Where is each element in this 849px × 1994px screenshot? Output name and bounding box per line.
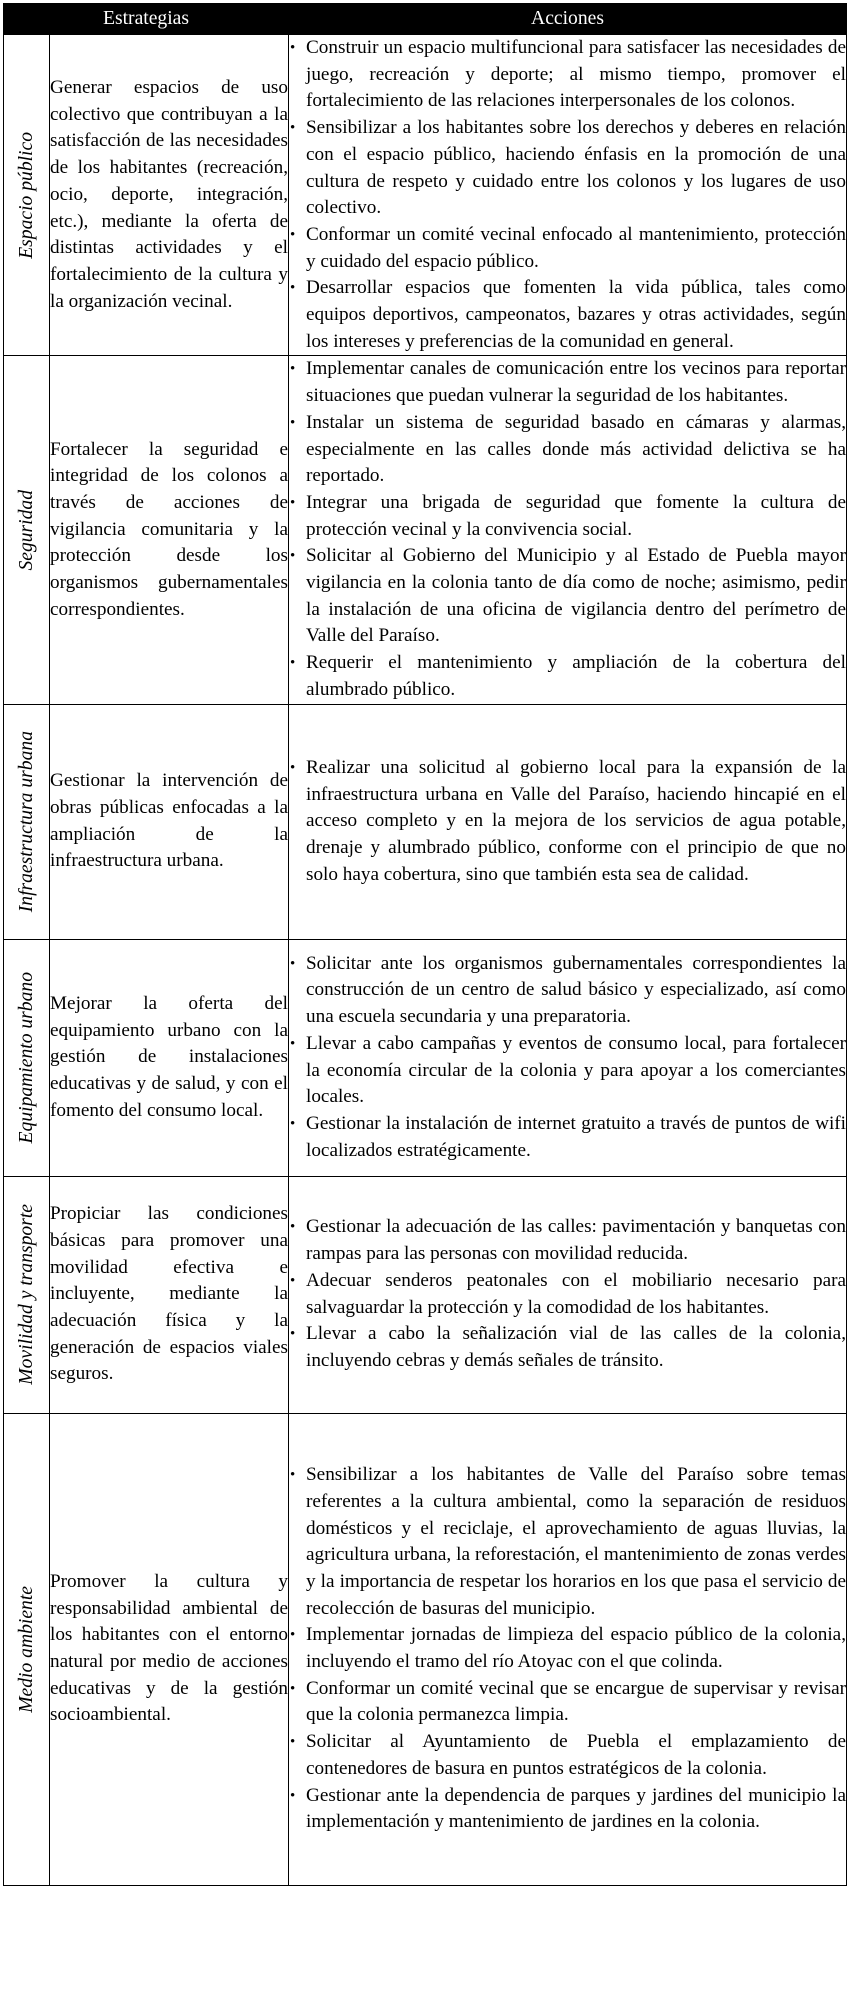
action-item: • Construir un espacio multifuncional para satisfacer las necesidades de juego, recreación y deporte; al mismo tiempo, promover el fortalecimiento de las relaciones interpersonales de los colonos.	[289, 35, 846, 115]
table-row	[4, 1413, 847, 1885]
actions-cell	[289, 939, 847, 1176]
table-row	[4, 356, 847, 704]
category-label: Movilidad y transporte	[15, 1204, 37, 1385]
actions-cell	[289, 1176, 847, 1413]
actions-list	[289, 356, 846, 703]
strategy-cell: Fortalecer la seguridad e integridad de los colonos a través de acciones de vigilancia comunitaria y la protección desde los organismos gubernamentales correspondientes.	[50, 356, 289, 704]
actions-list	[289, 35, 846, 355]
action-item: • Solicitar al Ayuntamiento de Puebla el emplazamiento de contenedores de basura en puntos estratégicos de la colonia.	[289, 1729, 846, 1782]
table-row	[4, 1176, 847, 1413]
strategy-cell: Generar espacios de uso colectivo que contribuyan a la satisfacción de las necesidades de los habitantes (recreación, ocio, deporte, integración, etc.), mediante la oferta de distintas actividades y el fortalecimiento de la cultura y la organización vecinal.	[50, 35, 289, 356]
action-item: • Requerir el mantenimiento y ampliación de la cobertura del alumbrado público.	[289, 650, 846, 703]
action-item: • Adecuar senderos peatonales con el mobiliario necesario para salvaguardar la protección y la comodidad de los habitantes.	[289, 1268, 846, 1321]
action-item: • Gestionar la adecuación de las calles: pavimentación y banquetas con rampas para las personas con movilidad reducida.	[289, 1214, 846, 1267]
action-item: • Gestionar la instalación de internet gratuito a través de puntos de wifi localizados estratégicamente.	[289, 1111, 846, 1164]
action-item: • Conformar un comité vecinal que se encargue de supervisar y revisar que la colonia permanezca limpia.	[289, 1676, 846, 1729]
actions-list	[289, 951, 846, 1165]
category-cell	[4, 939, 50, 1176]
table-row	[4, 35, 847, 356]
action-item: • Implementar canales de comunicación entre los vecinos para reportar situaciones que puedan vulnerar la seguridad de los habitantes.	[289, 356, 846, 409]
strategy-cell: Promover la cultura y responsabilidad ambiental de los habitantes con el entorno natural por medio de acciones educativas y de la gestión socioambiental.	[50, 1413, 289, 1885]
category-label: Espacio público	[15, 131, 37, 259]
header-actions: Acciones	[289, 4, 847, 35]
category-label: Seguridad	[15, 489, 37, 571]
actions-cell	[289, 35, 847, 356]
action-item: • Implementar jornadas de limpieza del espacio público de la colonia, incluyendo el tramo del río Atoyac con el que colinda.	[289, 1622, 846, 1675]
table-body	[4, 35, 847, 1886]
actions-list	[289, 1462, 846, 1836]
strategy-table	[3, 3, 847, 1886]
strategy-cell: Gestionar la intervención de obras públicas enfocadas a la ampliación de la infraestructura urbana.	[50, 704, 289, 939]
category-label: Infraestructura urbana	[15, 730, 37, 913]
table-header	[4, 4, 847, 35]
table-row	[4, 939, 847, 1176]
action-item: • Instalar un sistema de seguridad basado en cámaras y alarmas, especialmente en las calles donde más actividad delictiva se ha reportado.	[289, 410, 846, 490]
action-item: • Solicitar ante los organismos gubernamentales correspondientes la construcción de un centro de salud básico y especializado, así como una escuela secundaria y una preparatoria.	[289, 951, 846, 1031]
category-cell	[4, 1176, 50, 1413]
strategy-cell: Propiciar las condiciones básicas para promover una movilidad efectiva e incluyente, mediante la adecuación física y la generación de espacios viales seguros.	[50, 1176, 289, 1413]
action-item: • Desarrollar espacios que fomenten la vida pública, tales como equipos deportivos, campeonatos, bazares y otras actividades, según los intereses y preferencias de la comunidad en general.	[289, 275, 846, 355]
category-label: Equipamiento urbano	[15, 971, 37, 1144]
actions-cell	[289, 1413, 847, 1885]
action-item: • Sensibilizar a los habitantes de Valle del Paraíso sobre temas referentes a la cultura ambiental, como la separación de residuos domésticos y el reciclaje, el aprovechamiento de aguas lluvias, la agricultura urbana, la reforestación, el mantenimiento de zonas verdes y la importancia de respetar los horarios en los que pasa el servicio de recolección de basuras del municipio.	[289, 1462, 846, 1622]
category-cell	[4, 1413, 50, 1885]
category-cell	[4, 35, 50, 356]
header-strategies: Estrategias	[4, 4, 289, 35]
action-item: • Llevar a cabo la señalización vial de las calles de la colonia, incluyendo cebras y demás señales de tránsito.	[289, 1321, 846, 1374]
actions-list	[289, 1214, 846, 1374]
table-row	[4, 704, 847, 939]
category-label: Medio ambiente	[15, 1585, 37, 1713]
category-cell	[4, 704, 50, 939]
action-item: • Conformar un comité vecinal enfocado al mantenimiento, protección y cuidado del espacio público.	[289, 222, 846, 275]
strategy-cell: Mejorar la oferta del equipamiento urbano con la gestión de instalaciones educativas y de salud, y con el fomento del consumo local.	[50, 939, 289, 1176]
category-cell	[4, 356, 50, 704]
actions-cell	[289, 704, 847, 939]
action-item: • Llevar a cabo campañas y eventos de consumo local, para fortalecer la economía circular de la colonia y para apoyar a los comerciantes locales.	[289, 1031, 846, 1111]
actions-cell	[289, 356, 847, 704]
action-item: • Integrar una brigada de seguridad que fomente la cultura de protección vecinal y la convivencia social.	[289, 490, 846, 543]
action-item: • Sensibilizar a los habitantes sobre los derechos y deberes en relación con el espacio público, haciendo énfasis en la promoción de una cultura de respeto y cuidado entre los colonos y los lugares de uso colectivo.	[289, 115, 846, 222]
action-item: • Gestionar ante la dependencia de parques y jardines del municipio la implementación y mantenimiento de jardines en la colonia.	[289, 1783, 846, 1836]
action-item: • Solicitar al Gobierno del Municipio y al Estado de Puebla mayor vigilancia en la colonia tanto de día como de noche; asimismo, pedir la instalación de una oficina de vigilancia dentro del perímetro de Valle del Paraíso.	[289, 543, 846, 650]
action-item: • Realizar una solicitud al gobierno local para la expansión de la infraestructura urbana en Valle del Paraíso, haciendo hincapié en el acceso completo y en la mejora de los servicios de agua potable, drenaje y alumbrado público, conforme con el principio de que no solo haya cobertura, sino que también esta sea de calidad.	[289, 755, 846, 889]
actions-list	[289, 755, 846, 889]
